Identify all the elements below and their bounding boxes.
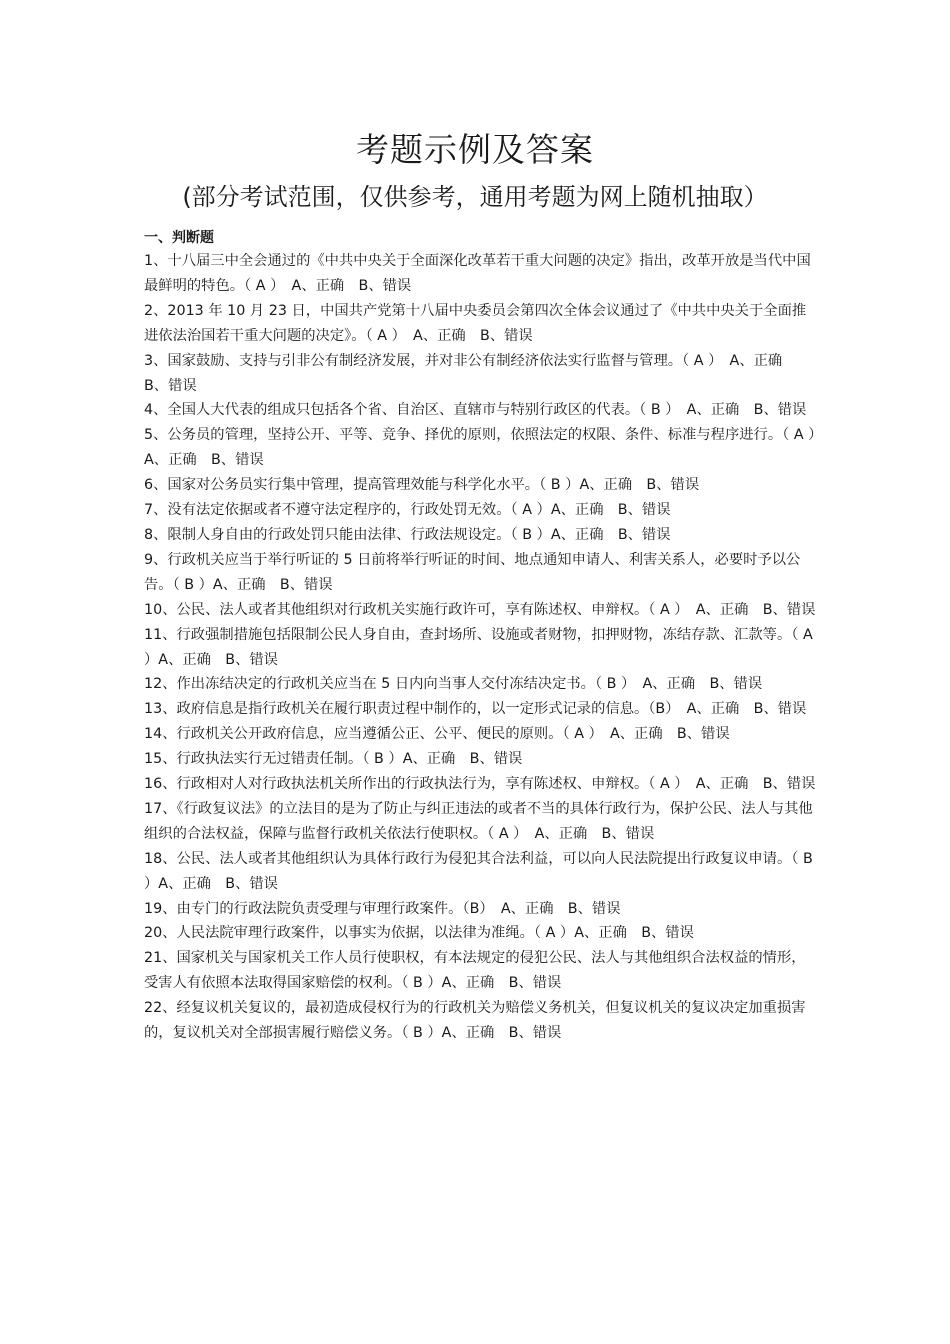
- question-item: 10、公民、法人或者其他组织对行政机关实施行政许可，享有陈述权、申辩权。（ A ） A、正确 B、错误: [144, 601, 816, 618]
- question-list: [144, 249, 816, 1046]
- question-item: 4、全国人大代表的组成只包括各个省、自治区、直辖市与特别行政区的代表。（ B ） A、正确 B、错误: [144, 402, 807, 419]
- question-item: 12、作出冻结决定的行政机关应当在 5 日内向当事人交付冻结决定书。（ B ） A、正确 B、错误: [144, 676, 763, 693]
- document-title: 考题示例及答案: [356, 130, 594, 169]
- question-item: 19、由专门的行政法院负责受理与审理行政案件。（B） A、正确 B、错误: [144, 900, 621, 917]
- question-item: 6、国家对公务员实行集中管理，提高管理效能与科学化水平。（ B ）A、正确 B、错误: [144, 477, 700, 494]
- question-item: 8、限制人身自由的行政处罚只能由法律、行政法规设定。（ B ）A、正确 B、错误: [144, 526, 671, 543]
- question-item: 5、公务员的管理，坚持公开、平等、竞争、择优的原则，依照法定的权限、条件、标准与程序进行。（ A ）A、正确 B、错误: [144, 427, 816, 469]
- question-item: 16、行政相对人对行政执法机关所作出的行政执法行为，享有陈述权、申辩权。（ A ） A、正确 B、错误: [144, 776, 816, 793]
- section-heading: 一、判断题: [144, 230, 214, 246]
- question-item: 15、行政执法实行无过错责任制。（ B ）A、正确 B、错误: [144, 751, 523, 768]
- question-item: 9、行政机关应当于举行听证的 5 日前将举行听证的时间、地点通知申请人、利害关系人，必要时予以公告。（ B ）A、正确 B、错误: [144, 551, 801, 593]
- question-item: 14、行政机关公开政府信息，应当遵循公正、公平、便民的原则。（ A ） A、正确 B、错误: [144, 726, 730, 743]
- question-item: 7、没有法定依据或者不遵守法定程序的，行政处罚无效。（ A ）A、正确 B、错误: [144, 502, 671, 519]
- question-item: 3、国家鼓励、支持与引非公有制经济发展，并对非公有制经济依法实行监督与管理。（ A ） A、正确 B、错误: [144, 352, 797, 394]
- question-item: 20、人民法院审理行政案件，以事实为依据，以法律为准绳。（ A ）A、正确 B、错误: [144, 925, 694, 942]
- question-item: 11、行政强制措施包括限制公民人身自由，查封场所、设施或者财物，扣押财物，冻结存款、汇款等。（ A ）A、正确 B、错误: [144, 626, 813, 668]
- question-item: 1、十八届三中全会通过的《中共中央关于全面深化改革若干重大问题的决定》指出，改革开放是当代中国最鲜明的特色。（ A ） A、正确 B、错误: [144, 253, 811, 294]
- question-item: 21、国家机关与国家机关工作人员行使职权，有本法规定的侵犯公民、法人与其他组织合法权益的情形，受害人有依照本法取得国家赔偿的权利。（ B ）A、正确 B、错误: [144, 950, 806, 992]
- question-item: 13、政府信息是指行政机关在履行职责过程中制作的，以一定形式记录的信息。（B） A、正确 B、错误: [144, 701, 807, 718]
- question-item: 22、经复议机关复议的，最初造成侵权行为的行政机关为赔偿义务机关，但复议机关的复议决定加重损害的，复议机关对全部损害履行赔偿义务。（ B ）A、正确 B、错误: [144, 1000, 806, 1042]
- document-subtitle: (部分考试范围，仅供参考，通用考题为网上随机抽取）: [182, 183, 768, 211]
- question-item: 18、公民、法人或者其他组织认为具体行政行为侵犯其合法利益，可以向人民法院提出行政复议申请。（ B ）A、正确 B、错误: [144, 850, 813, 892]
- question-item: 17、《行政复议法》的立法目的是为了防止与纠正违法的或者不当的具体行政行为，保护公民、法人与其他组织的合法权益，保障与监督行政机关依法行使职权。（ A ） A、正确 B、错误: [144, 800, 813, 842]
- question-item: 2、2013 年 10 月 23 日，中国共产党第十八届中央委员会第四次全体会议通过了《中共中央关于全面推进依法治国若干重大问题的决定》。（ A ） A、正确 B、错误: [144, 302, 807, 344]
